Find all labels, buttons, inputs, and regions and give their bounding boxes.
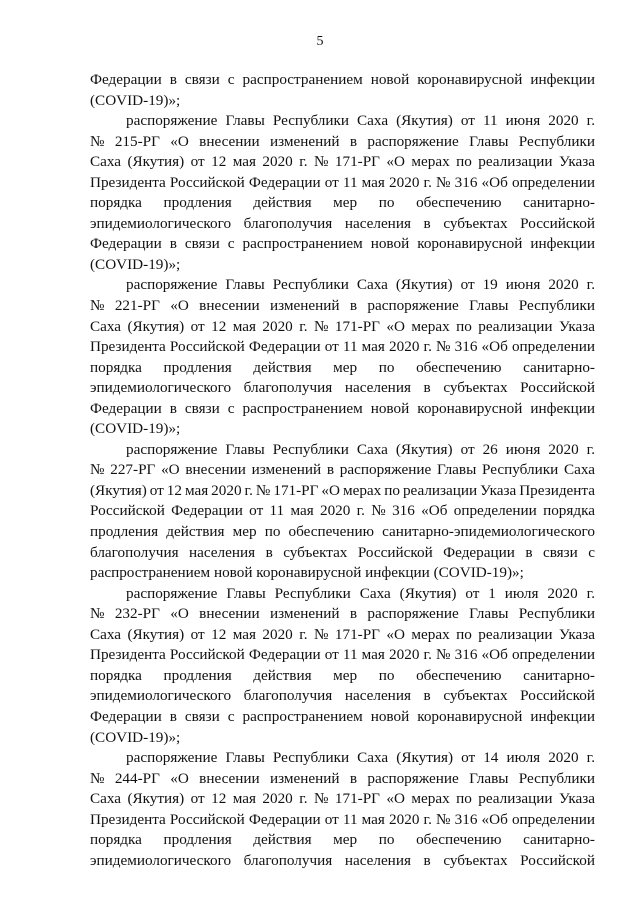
paragraph-line: Федерации в связи с распространением новой коронавирусной инфекции bbox=[90, 235, 595, 253]
paragraph-first-line: распоряжение Главы Республики Саха (Якутия) от 19 июня 2020 г. bbox=[126, 276, 595, 294]
paragraph-line: Российской Федерации от 11 мая 2020 г. № 316 «Об определении порядка bbox=[90, 502, 595, 520]
paragraph-line: (COVID-19)»; bbox=[90, 255, 181, 273]
paragraph-line: Саха (Якутия) от 12 мая 2020 г. № 171-РГ «О мерах по реализации Указа bbox=[90, 317, 595, 335]
paragraph-line: благополучия населения в субъектах Российской Федерации в связи с bbox=[90, 543, 595, 561]
paragraph-first-line: распоряжение Главы Республики Саха (Якутия) от 1 июля 2020 г. bbox=[126, 584, 595, 602]
paragraph-line: Президента Российской Федерации от 11 мая 2020 г. № 316 «Об определении bbox=[90, 173, 595, 191]
page-number: 5 bbox=[316, 34, 324, 49]
paragraph-line: Саха (Якутия) от 12 мая 2020 г. № 171-РГ «О мерах по реализации Указа bbox=[90, 625, 595, 643]
paragraph-line: порядка продления действия мер по обеспечению санитарно- bbox=[90, 666, 595, 684]
paragraph-line: эпидемиологического благополучия населения в субъектах Российской bbox=[90, 214, 595, 232]
paragraph-line: продления действия мер по обеспечению санитарно-эпидемиологического bbox=[90, 523, 595, 541]
paragraph-line: Президента Российской Федерации от 11 мая 2020 г. № 316 «Об определении bbox=[90, 810, 595, 828]
paragraph-first-line: распоряжение Главы Республики Саха (Якутия) от 14 июля 2020 г. bbox=[126, 749, 595, 767]
paragraph-first-line: распоряжение Главы Республики Саха (Якутия) от 26 июня 2020 г. bbox=[126, 440, 595, 458]
paragraph-first-line: распоряжение Главы Республики Саха (Якутия) от 11 июня 2020 г. bbox=[126, 112, 595, 130]
paragraph-line: Федерации в связи с распространением новой коронавирусной инфекции bbox=[90, 399, 595, 417]
paragraph-line: (Якутия) от 12 мая 2020 г. № 171-РГ «О мерах по реализации Указа Президента bbox=[90, 481, 595, 499]
paragraph-line: Саха (Якутия) от 12 мая 2020 г. № 171-РГ «О мерах по реализации Указа bbox=[90, 153, 595, 171]
paragraph-line: (COVID-19)»; bbox=[90, 728, 181, 746]
paragraph-line: распространением новой коронавирусной инфекции (COVID-19)»; bbox=[90, 564, 524, 582]
paragraph-line: эпидемиологического благополучия населения в субъектах Российской bbox=[90, 687, 595, 705]
paragraph-line: эпидемиологического благополучия населения в субъектах Российской bbox=[90, 851, 595, 869]
paragraph-line: (COVID-19)»; bbox=[90, 420, 181, 438]
paragraph-line: Президента Российской Федерации от 11 мая 2020 г. № 316 «Об определении bbox=[90, 646, 595, 664]
paragraph-line: № 221-РГ «О внесении изменений в распоряжение Главы Республики bbox=[90, 297, 595, 315]
paragraph-line: № 232-РГ «О внесении изменений в распоряжение Главы Республики bbox=[90, 605, 595, 623]
document-body bbox=[90, 70, 595, 871]
paragraph-line: порядка продления действия мер по обеспечению санитарно- bbox=[90, 194, 595, 212]
paragraph-line: Президента Российской Федерации от 11 мая 2020 г. № 316 «Об определении bbox=[90, 338, 595, 356]
paragraph-line: № 215-РГ «О внесении изменений в распоряжение Главы Республики bbox=[90, 132, 595, 150]
paragraph-line: порядка продления действия мер по обеспечению санитарно- bbox=[90, 831, 595, 849]
paragraph-line: Федерации в связи с распространением новой коронавирусной инфекции bbox=[90, 707, 595, 725]
paragraph-line: Саха (Якутия) от 12 мая 2020 г. № 171-РГ «О мерах по реализации Указа bbox=[90, 790, 595, 808]
paragraph-line: Федерации в связи с распространением новой коронавирусной инфекции bbox=[90, 71, 595, 88]
paragraph-line: порядка продления действия мер по обеспечению санитарно- bbox=[90, 358, 595, 376]
paragraph-line: эпидемиологического благополучия населения в субъектах Российской bbox=[90, 379, 595, 397]
paragraph-line: (COVID-19)»; bbox=[90, 91, 181, 109]
paragraph-line: № 244-РГ «О внесении изменений в распоряжение Главы Республики bbox=[90, 769, 595, 787]
paragraph-line: № 227-РГ «О внесении изменений в распоряжение Главы Республики Саха bbox=[90, 461, 595, 479]
